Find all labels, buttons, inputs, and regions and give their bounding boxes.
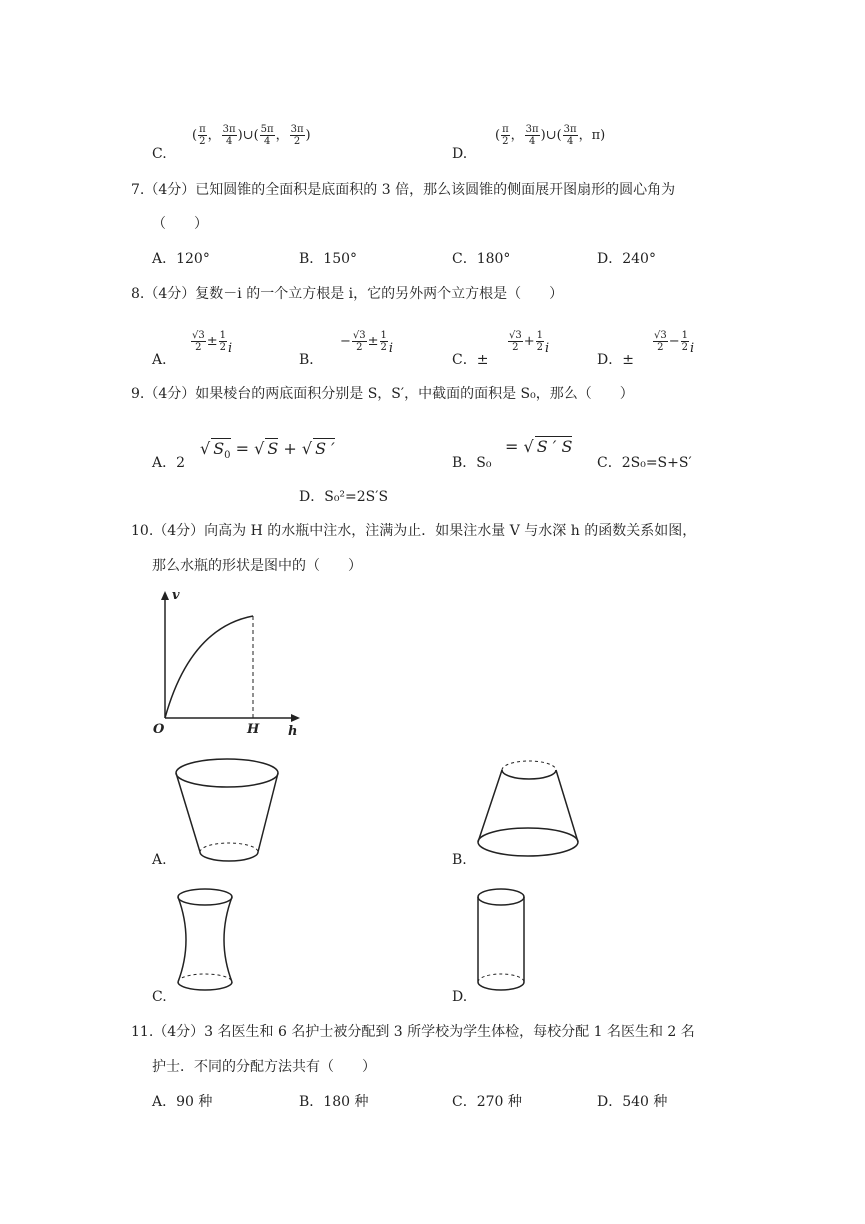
q8-option-c-label: C．± [452, 352, 489, 368]
q7-stem-line2: （ ） [152, 216, 208, 232]
q7-option-b: B．150° [299, 251, 358, 267]
bottle-a-figure [172, 757, 282, 867]
graph-label-v: v [172, 588, 180, 603]
q8-option-a-expr: $\frac{√3}{2}$ ± $\frac{1}{2}$ i [192, 330, 233, 356]
q6-option-c-expr: ( $\frac{\pi}{2}$ ， $\frac{3\pi}{4}$ )∪( $\frac{5\pi}{4}$ ， $\frac{3\pi}{2}$ ) [192, 124, 311, 147]
q10-option-d-label: D. [452, 989, 468, 1005]
q9-option-a-expr: √ $S_0$ = √ S + √ S ′ [200, 439, 335, 462]
q7-option-c: C．180° [452, 251, 511, 267]
graph-label-o: O [153, 722, 165, 737]
q7-stem-line1: 7.（4分）已知圆锥的全面积是底面积的 3 倍，那么该圆锥的侧面展开图扇形的圆心角为 [131, 182, 676, 198]
q10-stem-line1: 10.（4分）向高为 H 的水瓶中注水，注满为止．如果注水量 V 与水深 h 的函数关系如图， [131, 523, 697, 539]
q9-option-b-expr: = √ S ′ S [505, 437, 573, 456]
q6-option-d-expr: ( $\frac{\pi}{2}$ ， $\frac{3\pi}{4}$ )∪( $\frac{3\pi}{4}$ ，π) [495, 124, 606, 147]
v-curve [165, 616, 253, 718]
v-axis-arrow [161, 591, 169, 600]
graph-label-H: H [247, 722, 260, 737]
q11-option-d: D．540 种 [597, 1094, 668, 1110]
q6-option-c-label: C. [152, 146, 167, 162]
bottle-c-figure [172, 885, 252, 1005]
q11-option-a: A．90 种 [152, 1094, 213, 1110]
q8-option-c-expr: $\frac{√3}{2}$ + $\frac{1}{2}$ i [509, 330, 550, 356]
q7-option-d: D．240° [597, 251, 656, 267]
q9-option-d: D．S₀²=2S′S [299, 489, 389, 505]
q8-stem: 8.（4分）复数－i 的一个立方根是 i，它的另外两个立方根是（ ） [131, 286, 564, 302]
volume-depth-graph [150, 588, 310, 738]
q8-option-d-expr: $\frac{√3}{2}$ − $\frac{1}{2}$ i [654, 330, 695, 356]
q7-option-a: A．120° [152, 251, 210, 267]
q10-stem-line2: 那么水瓶的形状是图中的（ ） [152, 558, 362, 574]
q9-option-a-label: A．2 [152, 455, 186, 471]
q10-option-a-label: A. [152, 852, 167, 868]
q11-option-b: B．180 种 [299, 1094, 369, 1110]
h-axis-arrow [291, 714, 300, 722]
q8-option-b-label: B． [299, 352, 324, 368]
q11-stem-line1: 11.（4分）3 名医生和 6 名护士被分配到 3 所学校为学生体检，每校分配 1 名医生和 2 名 [131, 1024, 695, 1040]
graph-label-h: h [288, 724, 298, 739]
q8-option-a-label: A． [152, 352, 177, 368]
q8-option-d-label: D．± [597, 352, 634, 368]
q11-option-c: C．270 种 [452, 1094, 522, 1110]
q11-stem-line2: 护士．不同的分配方法共有（ ） [152, 1059, 376, 1075]
q10-option-b-label: B. [452, 852, 467, 868]
q9-option-b-label: B．S₀ [452, 455, 492, 471]
q6-option-d-label: D. [452, 146, 468, 162]
bottle-b-figure [472, 750, 592, 870]
q9-stem: 9.（4分）如果棱台的两底面积分别是 S，S′，中截面的面积是 S₀，那么（ ） [131, 386, 634, 402]
q9-option-c: C．2S₀=S+S′ [597, 455, 692, 471]
q8-option-b-expr: − $\frac{√3}{2}$ ± $\frac{1}{2}$ i [340, 330, 394, 356]
bottle-d-figure [472, 885, 552, 1005]
q10-option-c-label: C. [152, 989, 167, 1005]
